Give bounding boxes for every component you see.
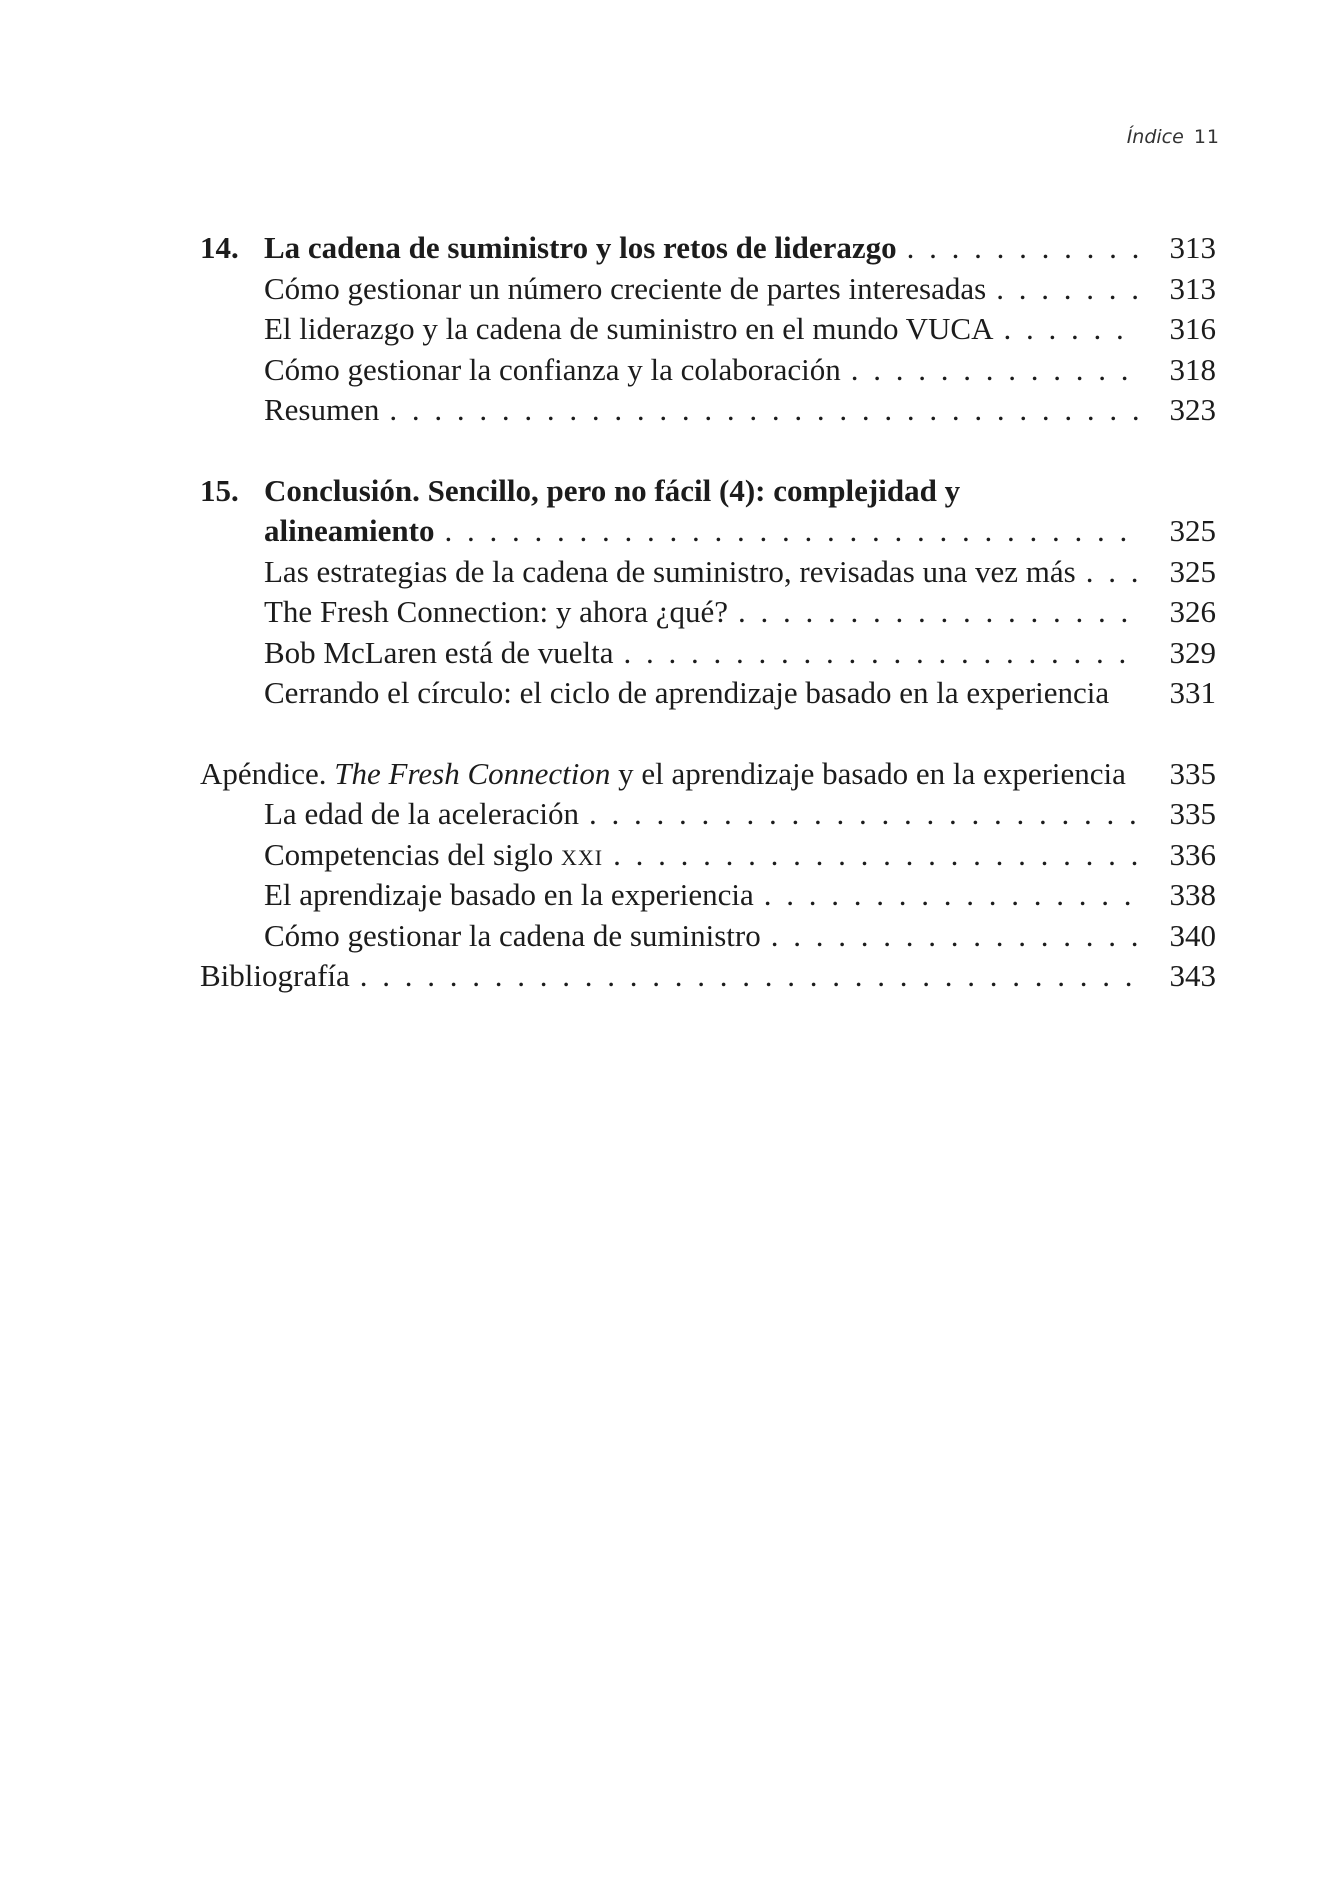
toc-bibliography[interactable] bbox=[200, 956, 1216, 997]
toc-section[interactable] bbox=[200, 350, 1216, 391]
section-title: Las estrategias de la cadena de suministro, revisadas una vez más bbox=[264, 553, 1076, 589]
bibliography-title: Bibliografía bbox=[200, 958, 350, 993]
toc-section[interactable] bbox=[200, 390, 1216, 431]
toc-section[interactable] bbox=[200, 875, 1216, 916]
page-number: 340 bbox=[1169, 917, 1216, 953]
dot-leader bbox=[851, 350, 1138, 391]
chapter-title-line-2: alineamiento bbox=[264, 513, 435, 548]
running-head-title: Índice bbox=[1126, 126, 1184, 148]
section-title: Cómo gestionar la confianza y la colaboración bbox=[264, 351, 841, 387]
toc-appendix[interactable] bbox=[200, 754, 1216, 795]
section-title: La edad de la aceleración bbox=[264, 796, 579, 831]
dot-leader bbox=[613, 835, 1138, 876]
section-title: El aprendizaje basado en la experiencia bbox=[264, 877, 754, 912]
toc-section[interactable] bbox=[200, 835, 1216, 876]
section-title: Cerrando el círculo: el ciclo de aprendizaje basado en la experiencia bbox=[264, 675, 1110, 710]
page-number: 325 bbox=[1169, 553, 1216, 589]
dot-leader bbox=[623, 633, 1138, 674]
dot-leader bbox=[389, 390, 1138, 431]
page-number: 323 bbox=[1169, 392, 1216, 427]
section-title: Bob McLaren está de vuelta bbox=[264, 634, 614, 670]
section-title-prefix: Competencias del siglo bbox=[264, 836, 554, 872]
toc-section[interactable] bbox=[200, 673, 1216, 714]
dot-leader bbox=[1086, 552, 1138, 593]
page-number: 335 bbox=[1169, 755, 1216, 791]
page-number: 313 bbox=[1169, 230, 1216, 265]
appendix-title bbox=[200, 754, 1126, 795]
toc-chapter-14[interactable] bbox=[200, 228, 1216, 269]
dot-leader bbox=[764, 875, 1138, 916]
dot-leader bbox=[771, 916, 1138, 957]
page-number: 331 bbox=[1169, 675, 1216, 710]
spacer bbox=[200, 431, 1216, 471]
chapter-title-line-1: Conclusión. Sencillo, pero no fácil (4): complejidad y bbox=[264, 472, 961, 508]
appendix-prefix: Apéndice. bbox=[200, 755, 327, 791]
appendix-title-italic: The Fresh Connection bbox=[334, 755, 611, 791]
page-number: 313 bbox=[1169, 270, 1216, 306]
chapter-number: 15. bbox=[200, 472, 239, 508]
toc-section[interactable] bbox=[200, 592, 1216, 633]
chapter-title: La cadena de suministro y los retos de liderazgo bbox=[264, 230, 897, 265]
page-number: 338 bbox=[1169, 877, 1216, 912]
dot-leader bbox=[360, 956, 1138, 997]
toc-section[interactable] bbox=[200, 269, 1216, 310]
page-number: 335 bbox=[1169, 796, 1216, 831]
page-number: 318 bbox=[1169, 351, 1216, 387]
page-number: 316 bbox=[1169, 311, 1216, 346]
dot-leader bbox=[907, 228, 1138, 269]
spacer bbox=[200, 714, 1216, 754]
page-number: 329 bbox=[1169, 634, 1216, 670]
running-head-page-number: 11 bbox=[1193, 126, 1220, 148]
toc-section[interactable] bbox=[200, 794, 1216, 835]
dot-leader bbox=[738, 592, 1138, 633]
page-number: 326 bbox=[1169, 594, 1216, 629]
section-title: El liderazgo y la cadena de suministro en el mundo VUCA bbox=[264, 311, 994, 346]
section-title: Cómo gestionar un número creciente de partes interesadas bbox=[264, 270, 987, 306]
century-small-caps: xxi bbox=[561, 836, 604, 872]
page-number: 325 bbox=[1169, 513, 1216, 548]
running-head bbox=[1127, 126, 1220, 148]
dot-leader bbox=[996, 269, 1138, 310]
chapter-number: 14. bbox=[200, 230, 239, 265]
section-title bbox=[264, 835, 603, 876]
dot-leader bbox=[1003, 309, 1138, 350]
appendix-title-rest: y el aprendizaje basado en la experiencia bbox=[618, 755, 1126, 791]
toc-chapter-15-continued[interactable] bbox=[200, 511, 1216, 552]
table-of-contents bbox=[200, 228, 1216, 997]
section-title: Resumen bbox=[264, 392, 380, 427]
toc-chapter-15[interactable] bbox=[200, 471, 1216, 512]
dot-leader bbox=[589, 794, 1138, 835]
toc-section[interactable] bbox=[200, 633, 1216, 674]
toc-section[interactable] bbox=[200, 552, 1216, 593]
toc-section[interactable] bbox=[200, 916, 1216, 957]
page-number: 336 bbox=[1169, 836, 1216, 872]
page-number: 343 bbox=[1169, 958, 1216, 993]
dot-leader bbox=[445, 511, 1139, 552]
toc-section[interactable] bbox=[200, 309, 1216, 350]
section-title: Cómo gestionar la cadena de suministro bbox=[264, 917, 761, 953]
section-title: The Fresh Connection: y ahora ¿qué? bbox=[264, 594, 728, 629]
